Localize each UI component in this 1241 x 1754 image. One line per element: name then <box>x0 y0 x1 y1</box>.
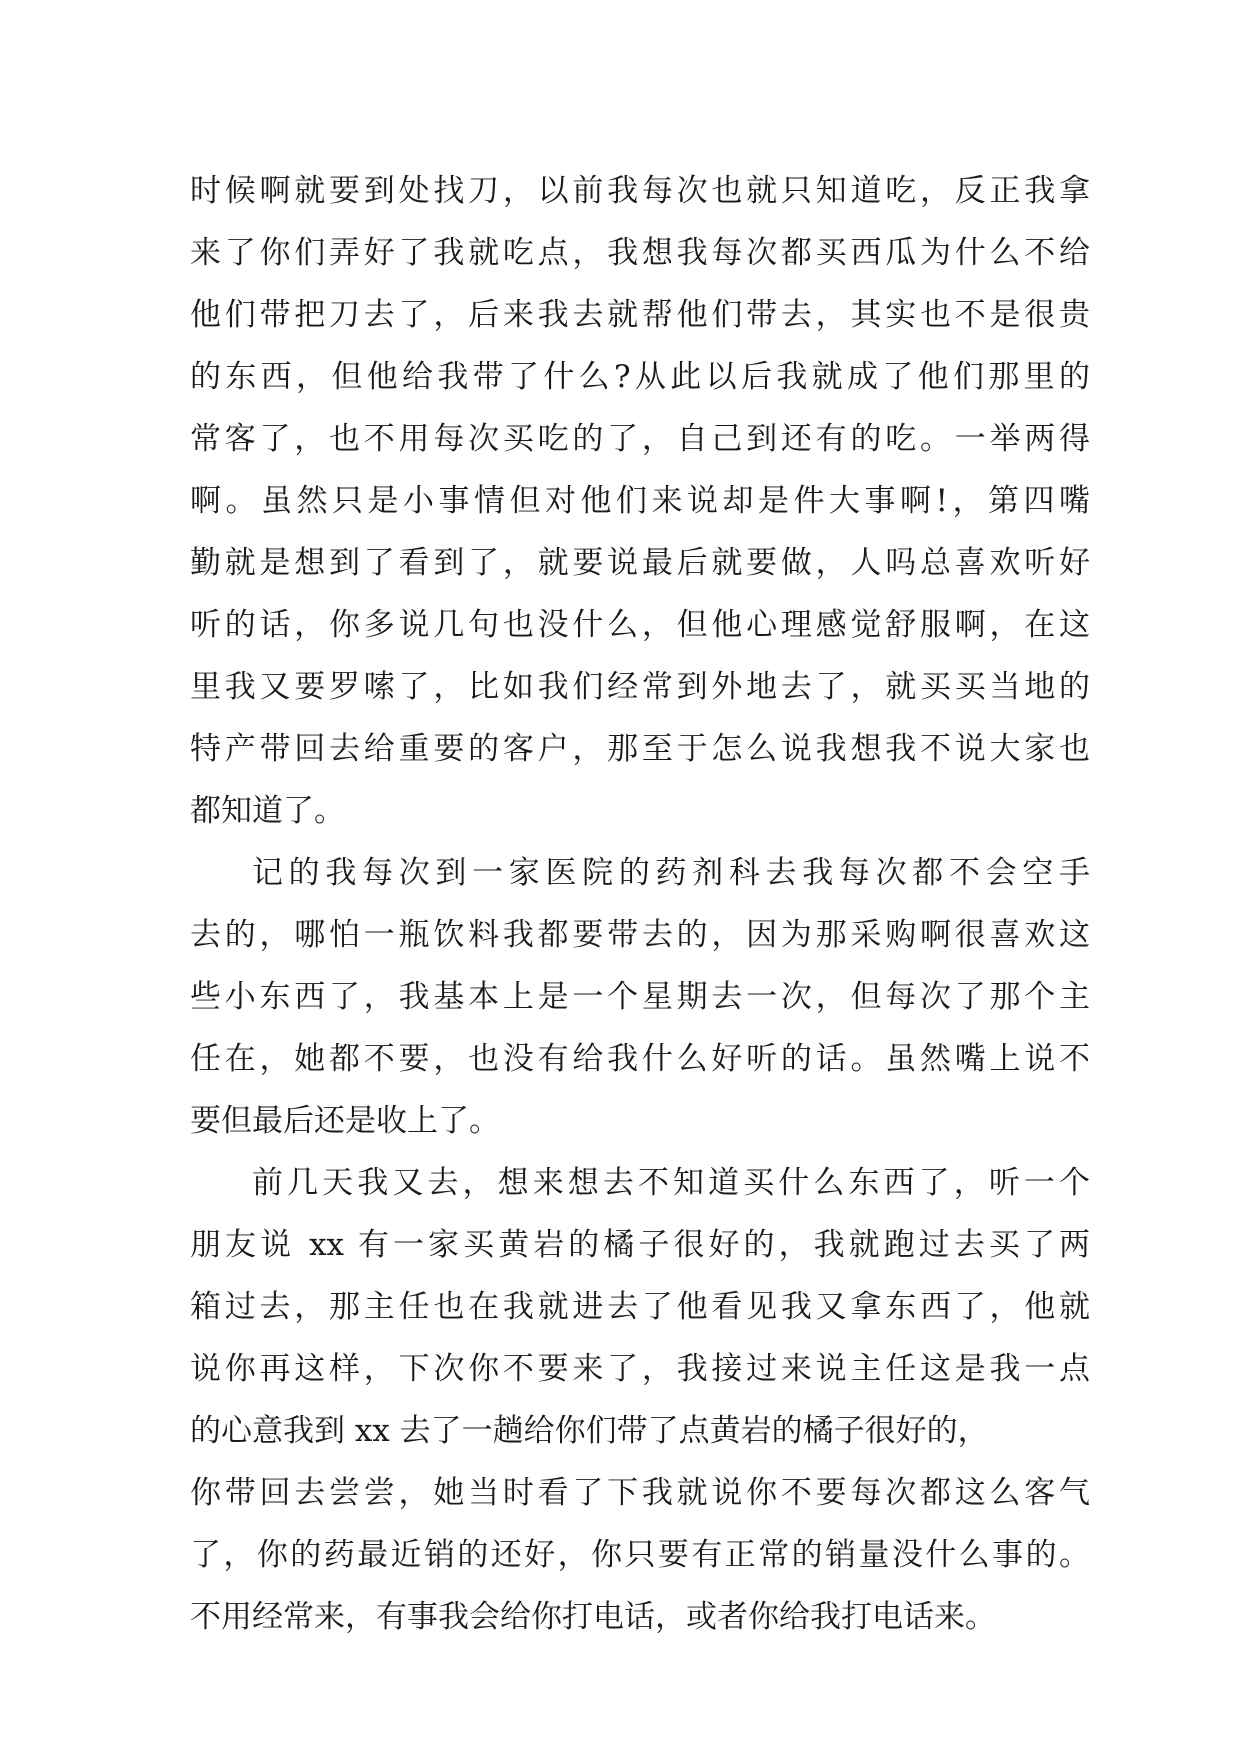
text-line: 听的话，你多说几句也没什么，但他心理感觉舒服啊，在这 <box>190 607 1090 643</box>
text-line: 你带回去尝尝，她当时看了下我就说你不要每次都这么客气 <box>190 1475 1090 1511</box>
text-line: 朋友说 xx 有一家买黄岩的橘子很好的，我就跑过去买了两 <box>190 1227 1090 1263</box>
text-line: 特产带回去给重要的客户，那至于怎么说我想我不说大家也 <box>190 731 1090 767</box>
text-line: 箱过去，那主任也在我就进去了他看见我又拿东西了，他就 <box>190 1289 1090 1325</box>
text-line: 些小东西了，我基本上是一个星期去一次，但每次了那个主 <box>190 979 1090 1015</box>
text-line: 里我又要罗嗦了，比如我们经常到外地去了，就买买当地的 <box>190 669 1090 705</box>
text-line: 来了你们弄好了我就吃点，我想我每次都买西瓜为什么不给 <box>190 235 1090 271</box>
text-line: 常客了，也不用每次买吃的了，自己到还有的吃。一举两得 <box>190 421 1090 457</box>
text-line: 了，你的药最近销的还好，你只要有正常的销量没什么事的。 <box>190 1537 1090 1573</box>
body-text <box>190 160 1090 1648</box>
text-line: 时候啊就要到处找刀，以前我每次也就只知道吃，反正我拿 <box>190 173 1090 209</box>
text-line: 他们带把刀去了，后来我去就帮他们带去，其实也不是很贵 <box>190 297 1090 333</box>
text-line: 啊。虽然只是小事情但对他们来说却是件大事啊!，第四嘴 <box>190 483 1090 519</box>
text-line: 勤就是想到了看到了，就要说最后就要做，人吗总喜欢听好 <box>190 545 1090 581</box>
text-line: 记的我每次到一家医院的药剂科去我每次都不会空手 <box>252 855 1090 891</box>
text-line: 说你再这样，下次你不要来了，我接过来说主任这是我一点 <box>190 1351 1090 1387</box>
text-line: 前几天我又去，想来想去不知道买什么东西了，听一个 <box>252 1165 1090 1201</box>
text-line: 去的，哪怕一瓶饮料我都要带去的，因为那采购啊很喜欢这 <box>190 917 1090 953</box>
text-line: 要但最后还是收上了。 <box>190 1103 500 1139</box>
text-line: 的心意我到 xx 去了一趟给你们带了点黄岩的橘子很好的， <box>190 1413 989 1449</box>
text-line: 不用经常来，有事我会给你打电话，或者你给我打电话来。 <box>190 1599 996 1635</box>
text-line: 的东西，但他给我带了什么?从此以后我就成了他们那里的 <box>190 359 1090 395</box>
text-line: 都知道了。 <box>190 793 345 829</box>
text-line: 任在，她都不要，也没有给我什么好听的话。虽然嘴上说不 <box>190 1041 1090 1077</box>
